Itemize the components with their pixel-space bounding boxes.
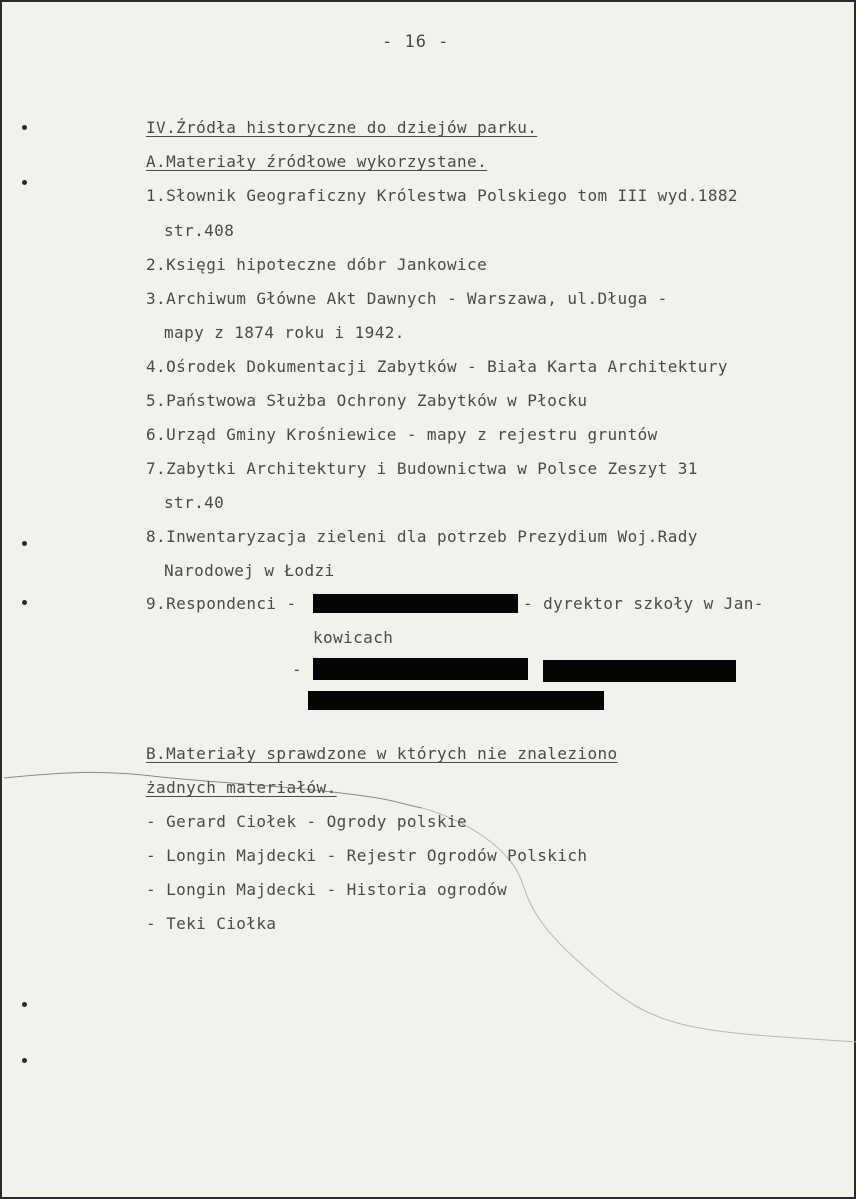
list-item: 5.Państwowa Służba Ochrony Zabytków w Płocku [146, 391, 588, 410]
list-item: - Longin Majdecki - Rejestr Ogrodów Polskich [146, 846, 588, 865]
list-item: 4.Ośrodek Dokumentacji Zabytków - Biała Karta Architektury [146, 357, 728, 376]
list-item-continuation: str.40 [164, 493, 225, 512]
section-b-title-continuation: żadnych materiałów. [146, 778, 337, 797]
section-b-title: B.Materiały sprawdzone w których nie znaleziono [146, 744, 618, 763]
redaction-bar [313, 594, 518, 613]
section-heading: IV.Źródła historyczne do dziejów parku. [146, 118, 538, 137]
list-item-continuation: mapy z 1874 roku i 1942. [164, 323, 405, 342]
redaction-bar [313, 658, 528, 680]
respondents-label: 9.Respondenci - [146, 594, 297, 613]
list-item: 2.Księgi hipoteczne dóbr Jankowice [146, 255, 488, 274]
list-item: 1.Słownik Geograficzny Królestwa Polskiego tom III wyd.1882 [146, 186, 738, 205]
list-item: 6.Urząd Gminy Krośniewice - mapy z rejestru gruntów [146, 425, 658, 444]
list-item: 8.Inwentaryzacja zieleni dla potrzeb Prezydium Woj.Rady [146, 527, 698, 546]
list-item-continuation: str.408 [164, 221, 235, 240]
list-item: 3.Archiwum Główne Akt Dawnych - Warszawa, ul.Długa - [146, 289, 668, 308]
list-item-continuation: Narodowej w Łodzi [164, 561, 335, 580]
redaction-bar [308, 691, 604, 710]
list-item: 7.Zabytki Architektury i Budownictwa w Polsce Zeszyt 31 [146, 459, 698, 478]
respondent-role: - dyrektor szkoły w Jan- [523, 594, 764, 613]
respondent-role-continuation: kowicach [313, 628, 394, 647]
list-item: - Gerard Ciołek - Ogrody polskie [146, 812, 468, 831]
list-item: - Longin Majdecki - Historia ogrodów [146, 880, 508, 899]
section-a-title: A.Materiały źródłowe wykorzystane. [146, 152, 488, 171]
redaction-bar [543, 660, 736, 682]
list-item: - Teki Ciołka [146, 914, 277, 933]
page-number: - 16 - [382, 32, 450, 52]
respondent-dash: - [292, 660, 303, 679]
